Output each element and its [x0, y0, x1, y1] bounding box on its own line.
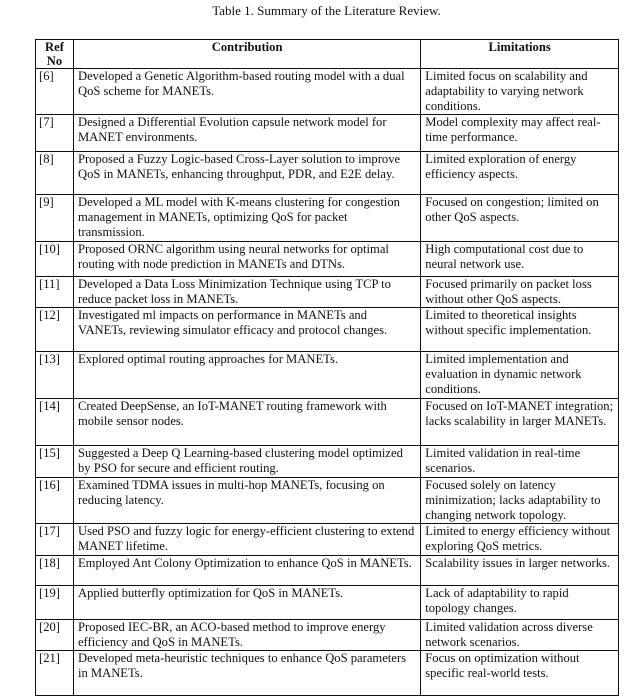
table-row	[36, 277, 619, 308]
header-contribution: Contribution	[73, 40, 420, 69]
contribution-cell: Developed a Data Loss Minimization Technique using TCP to reduce packet loss in MANETs.	[73, 277, 420, 308]
table-row	[36, 478, 619, 524]
table-row	[36, 620, 619, 651]
contribution-cell: Designed a Differential Evolution capsule network model for MANET environments.	[73, 115, 420, 152]
limitations-cell: Limited to theoretical insights without specific implementation.	[421, 308, 619, 352]
ref-cell: [14]	[36, 399, 74, 446]
table-row	[36, 651, 619, 696]
ref-cell: [11]	[36, 277, 74, 308]
contribution-cell: Applied butterfly optimization for QoS in MANETs.	[73, 586, 420, 620]
limitations-cell: Limited implementation and evaluation in dynamic network conditions.	[421, 352, 619, 399]
limitations-cell: Focused on IoT-MANET integration; lacks scalability in larger MANETs.	[421, 399, 619, 446]
ref-cell: [8]	[36, 152, 74, 195]
contribution-cell: Employed Ant Colony Optimization to enhance QoS in MANETs.	[73, 556, 420, 586]
ref-cell: [19]	[36, 586, 74, 620]
contribution-cell: Proposed IEC-BR, an ACO-based method to improve energy efficiency and QoS in MANETs.	[73, 620, 420, 651]
contribution-cell: Suggested a Deep Q Learning-based clustering model optimized by PSO for secure and efficient routing.	[73, 446, 420, 478]
table-row	[36, 152, 619, 195]
limitations-cell: High computational cost due to neural network use.	[421, 242, 619, 277]
table-row	[36, 242, 619, 277]
table-row	[36, 195, 619, 242]
header-ref-no: Ref No	[36, 40, 74, 69]
contribution-cell: Proposed ORNC algorithm using neural networks for optimal routing with node prediction in MANETs and DTNs.	[73, 242, 420, 277]
ref-cell: [13]	[36, 352, 74, 399]
limitations-cell: Focused primarily on packet loss without other QoS aspects.	[421, 277, 619, 308]
limitations-cell: Focused solely on latency minimization; lacks adaptability to changing network topology.	[421, 478, 619, 524]
contribution-cell: Created DeepSense, an IoT-MANET routing framework with mobile sensor nodes.	[73, 399, 420, 446]
ref-cell: [10]	[36, 242, 74, 277]
ref-cell: [15]	[36, 446, 74, 478]
contribution-cell: Proposed a Fuzzy Logic-based Cross-Layer solution to improve QoS in MANETs, enhancing throughput, PDR, and E2E delay.	[73, 152, 420, 195]
ref-cell: [16]	[36, 478, 74, 524]
limitations-cell: Limited to energy efficiency without exploring QoS metrics.	[421, 524, 619, 556]
contribution-cell: Developed a ML model with K-means clustering for congestion management in MANETs, optimizing QoS for packet transmission.	[73, 195, 420, 242]
literature-review-table	[35, 39, 619, 696]
limitations-cell: Limited focus on scalability and adaptability to varying network conditions.	[421, 69, 619, 115]
ref-cell: [6]	[36, 69, 74, 115]
table-row	[36, 586, 619, 620]
contribution-cell: Investigated ml impacts on performance in MANETs and VANETs, reviewing simulator efficacy and protocol changes.	[73, 308, 420, 352]
table-caption: Table 1. Summary of the Literature Review.	[212, 3, 441, 18]
contribution-cell: Explored optimal routing approaches for MANETs.	[73, 352, 420, 399]
ref-cell: [21]	[36, 651, 74, 696]
limitations-cell: Limited validation across diverse network scenarios.	[421, 620, 619, 651]
table-row	[36, 352, 619, 399]
ref-cell: [18]	[36, 556, 74, 586]
table-row	[36, 556, 619, 586]
table-row	[36, 69, 619, 115]
limitations-cell: Limited validation in real-time scenarios.	[421, 446, 619, 478]
contribution-cell: Developed a Genetic Algorithm-based routing model with a dual QoS scheme for MANETs.	[73, 69, 420, 115]
ref-cell: [20]	[36, 620, 74, 651]
table-row	[36, 524, 619, 556]
table-row	[36, 399, 619, 446]
ref-cell: [17]	[36, 524, 74, 556]
table-header-row	[36, 40, 619, 69]
contribution-cell: Used PSO and fuzzy logic for energy-efficient clustering to extend MANET lifetime.	[73, 524, 420, 556]
contribution-cell: Developed meta-heuristic techniques to enhance QoS parameters in MANETs.	[73, 651, 420, 696]
contribution-cell: Examined TDMA issues in multi-hop MANETs, focusing on reducing latency.	[73, 478, 420, 524]
table-row	[36, 446, 619, 478]
ref-cell: [12]	[36, 308, 74, 352]
ref-cell: [7]	[36, 115, 74, 152]
table-row	[36, 308, 619, 352]
ref-cell: [9]	[36, 195, 74, 242]
limitations-cell: Model complexity may affect real-time performance.	[421, 115, 619, 152]
header-limitations: Limitations	[421, 40, 619, 69]
limitations-cell: Focused on congestion; limited on other QoS aspects.	[421, 195, 619, 242]
limitations-cell: Focus on optimization without specific real-world tests.	[421, 651, 619, 696]
table-row	[36, 115, 619, 152]
limitations-cell: Scalability issues in larger networks.	[421, 556, 619, 586]
limitations-cell: Limited exploration of energy efficiency aspects.	[421, 152, 619, 195]
limitations-cell: Lack of adaptability to rapid topology changes.	[421, 586, 619, 620]
